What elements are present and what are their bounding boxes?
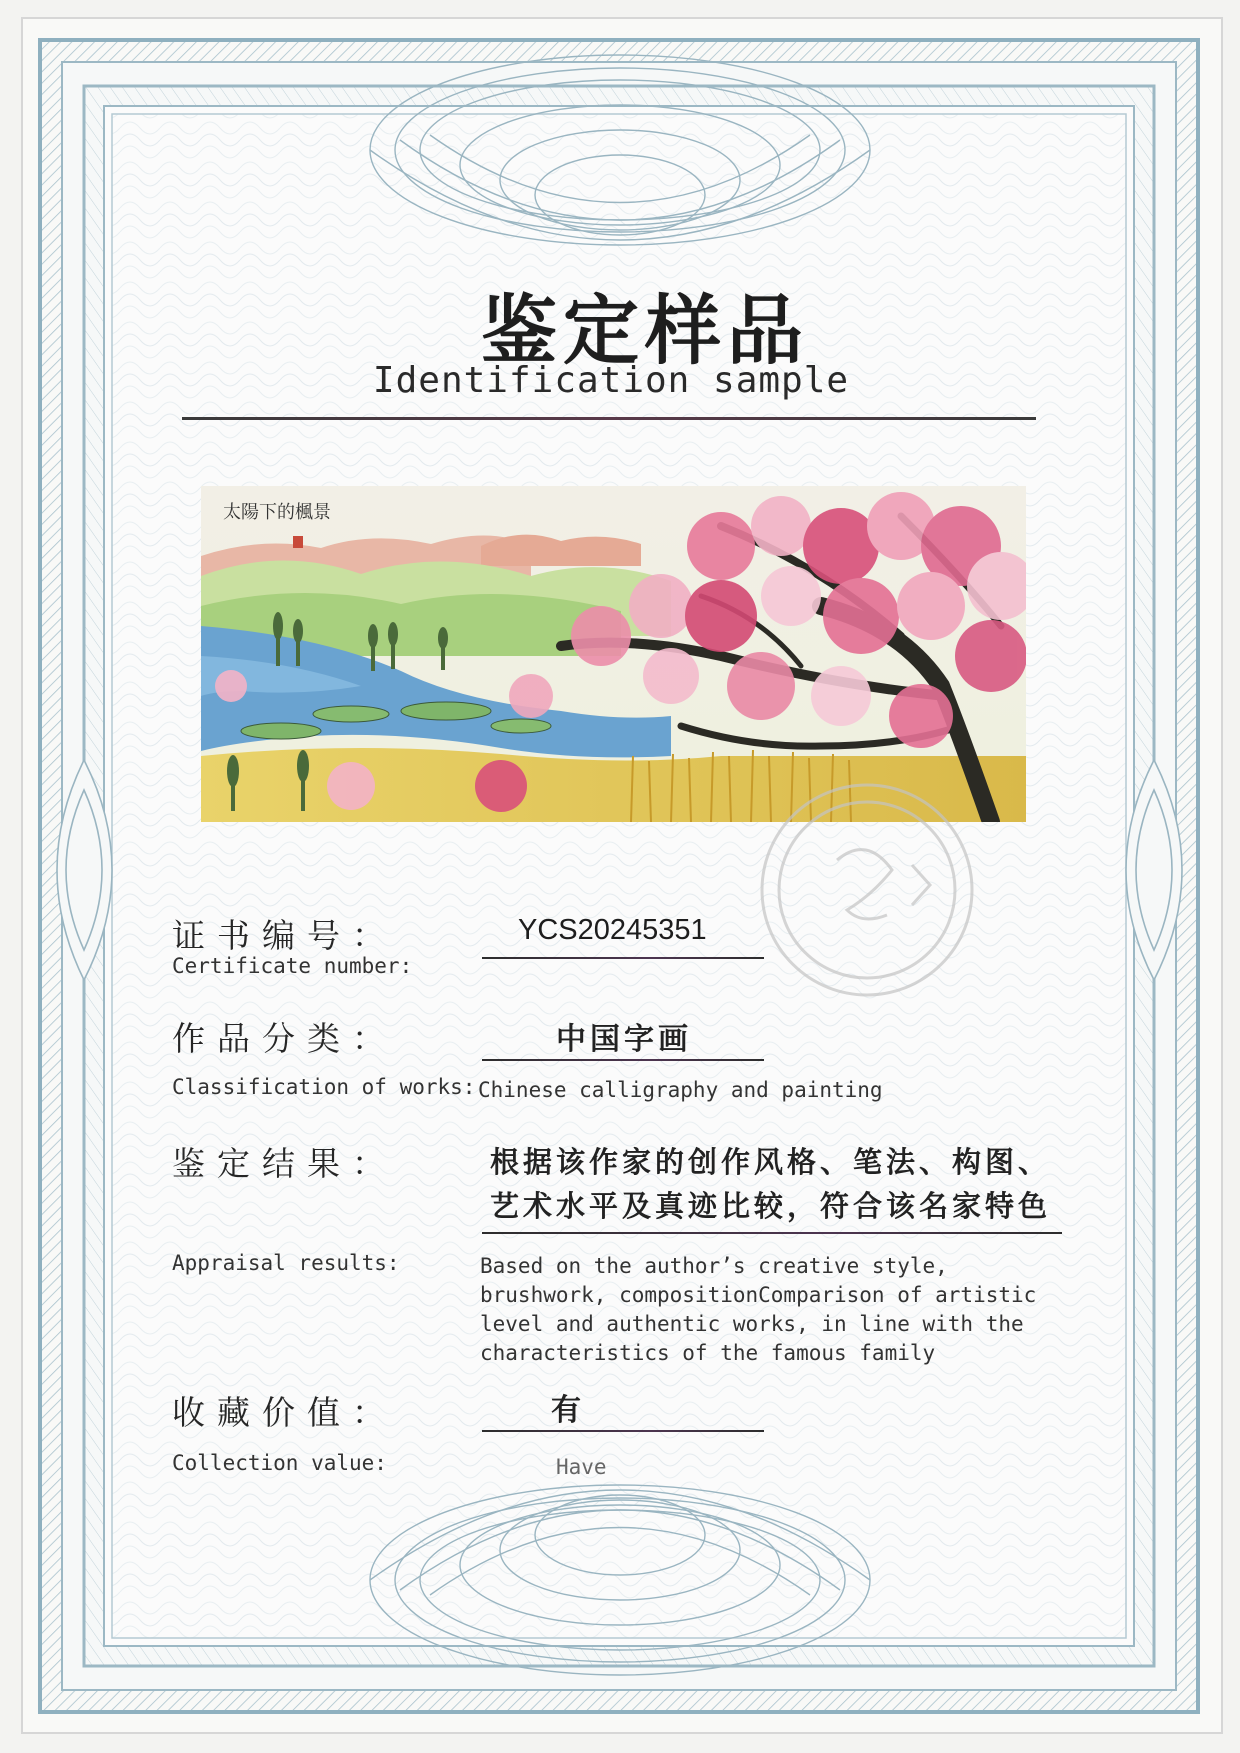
appraisal-value-en-line3: level and authentic works, in line with the [480, 1312, 1024, 1336]
collection-value-label-en: Collection value: [172, 1451, 387, 1475]
certificate-number-value: YCS20245351 [518, 914, 707, 946]
appraisal-value-en-line1: Based on the author’s creative style, [480, 1254, 948, 1278]
appraisal-value-cn-line1: 根据该作家的创作风格、笔法、构图、 [490, 1145, 1052, 1179]
certificate-number-underline [482, 957, 764, 959]
certificate-number-label-cn: 证书编号： [172, 916, 397, 955]
certificate-number-label-en: Certificate number: [172, 954, 413, 978]
appraisal-underline [482, 1232, 1062, 1234]
classification-value-cn: 中国字画 [556, 1022, 692, 1057]
classification-label-cn: 作品分类： [172, 1019, 397, 1058]
appraisal-label-en: Appraisal results: [172, 1251, 400, 1275]
collection-value-underline [482, 1430, 764, 1432]
seal-stamp-icon [752, 775, 982, 1005]
classification-label-en: Classification of works: [172, 1075, 476, 1099]
collection-value-en: Have [556, 1455, 607, 1479]
title-divider [182, 417, 1036, 420]
appraisal-label-cn: 鉴定结果： [172, 1144, 397, 1183]
appraisal-value-en-line2: brushwork, compositionComparison of artistic [480, 1283, 1037, 1307]
appraisal-value-en-line4: characteristics of the famous family [480, 1341, 936, 1365]
collection-value-cn: 有 [551, 1393, 585, 1428]
landscape-painting-image [201, 486, 1026, 822]
classification-underline [482, 1059, 764, 1061]
painting-inscription: 太陽下的楓景 [223, 502, 331, 523]
title-english: Identification sample [372, 360, 850, 401]
collection-value-label-cn: 收藏价值： [172, 1393, 397, 1432]
appraisal-value-cn-line2: 艺术水平及真迹比较，符合该名家特色 [490, 1189, 1052, 1223]
title-chinese: 鉴定样品 [481, 286, 809, 375]
classification-value-en: Chinese calligraphy and painting [478, 1078, 883, 1102]
